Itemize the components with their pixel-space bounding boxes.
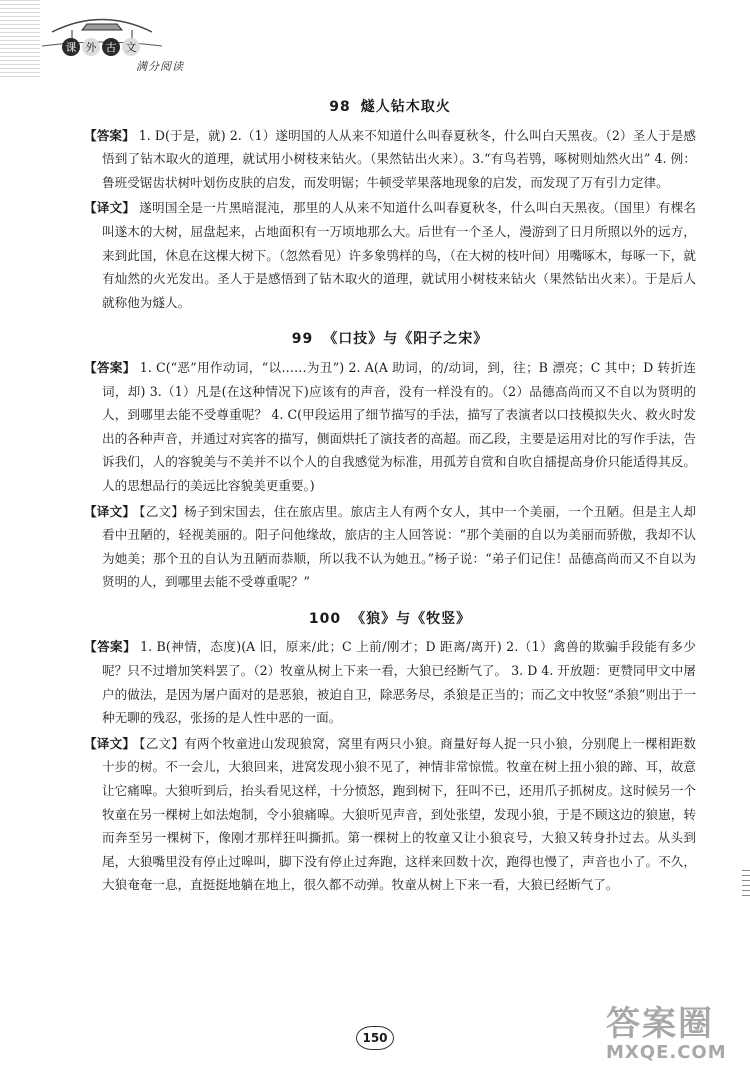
paragraph-text: 1. B(神情，态度)(A 旧，原来/此；C 上前/刚才；D 距离/离开) 2.（1）禽兽的欺骗手段能有多少呢？只不过增加笑料罢了。（2）牧童从树上下来一看，大狼已经断气了。 3. D 4. 开放题：更赞同甲文中屠户的做法，是因为屠户面对的是恶狼，被迫自卫，除恶务尽，杀狼是正当的；而乙文中牧竖“杀狼”则出于一种无聊的残忍，张扬的是人性中恶的一面。 <box>102 639 696 726</box>
watermark-line: MXQE.COM <box>606 1042 727 1063</box>
paragraph-text: 【乙文】杨子到宋国去，住在旅店里。旅店主人有两个女人，其中一个美丽，一个丑陋。但是主人却看中丑陋的，轻视美丽的。阳子问他缘故，旅店的主人回答说：“那个美丽的自以为美丽而骄傲，我却不认为她美；那个丑的自认为丑陋而恭顺，所以我不认为她丑。”杨子说：“弟子们记住！品德高尚而又不自以为贤明的人，到哪里去能不受尊重呢？” <box>102 503 697 590</box>
section-heading: 《口技》与《阳子之宋》 <box>323 331 489 348</box>
watermark-line: 答案圈 <box>606 1004 714 1044</box>
translation-paragraph <box>84 732 696 897</box>
section-number: 98 <box>329 99 351 115</box>
translation-paragraph <box>84 500 696 594</box>
series-badges <box>62 38 140 56</box>
page-number: 150 <box>356 1026 394 1050</box>
paragraph-text: 遂明国全是一片黑暗混沌，那里的人从来不知道什么叫春夏秋冬，什么叫白天黑夜。（国里）有棵名叫遂木的大树，屈盘起来，占地面积有一万顷地那么大。后世有一个圣人，漫游到了日月所照以外的远方，来到此国，休息在这棵大树下。（忽然看见）许多象鸮样的鸟，（在大树的枝叶间）用嘴啄木，每啄一下，就有灿然的火光发出。圣人于是感悟到了钻木取火的道理，就试用小树枝来钻火（果然钻出火来）。于是后人就称他为燧人。 <box>102 200 697 310</box>
section-title <box>84 608 696 632</box>
header-ruled-lines <box>0 0 40 80</box>
paragraph-tag: 【答案】 <box>84 639 137 655</box>
watermark-logo <box>606 1006 746 1072</box>
page-content <box>84 96 696 899</box>
section-number: 99 <box>291 331 314 348</box>
answer-paragraph <box>84 635 696 729</box>
badge-char: 外 <box>82 38 100 56</box>
edge-marks <box>742 870 750 900</box>
answer-paragraph <box>84 124 696 195</box>
section-heading: 《狼》与《牧竖》 <box>351 610 472 627</box>
header-decoration <box>0 0 230 80</box>
section-heading: 燧人钻木取火 <box>360 99 451 115</box>
badge-char: 文 <box>122 38 140 56</box>
section-title <box>84 96 696 120</box>
paragraph-text: 1. D(于是，就) 2.（1）遂明国的人从来不知道什么叫春夏秋冬，什么叫白天黑夜。（2）圣人于是感悟到了钻木取火的道理，就试用小树枝来钻火。（果然钻出火来）。3.“有鸟若鸮，啄树则灿然火出” 4. 例：鲁班受锯齿状树叶划伤皮肤的启发，而发明锯；牛顿受苹果落地现象的启发，而发现了万有引力定律。 <box>102 127 697 190</box>
badge-char: 古 <box>102 38 120 56</box>
badge-char: 课 <box>62 38 80 56</box>
paragraph-tag: 【答案】 <box>84 359 136 375</box>
paragraph-tag: 【答案】 <box>84 127 135 143</box>
paragraph-tag: 【译文】 <box>84 200 136 216</box>
paragraph-tag: 【译文】 <box>84 503 136 519</box>
paragraph-tag: 【译文】 <box>84 735 136 751</box>
section-title <box>84 328 696 352</box>
section-number: 100 <box>308 610 342 627</box>
paragraph-text: 【乙文】有两个牧童进山发现狼窝，窝里有两只小狼。商量好每人捉一只小狼，分别爬上一棵相距数十步的树。不一会儿，大狼回来，进窝发现小狼不见了，神情非常惊慌。牧童在树上扭小狼的蹄、耳，故意让它痛嗥。大狼听到后，抬头看见这样，十分愤怒，跑到树下，狂叫不已，还用爪子抓树皮。这时候另一个牧童在另一棵树上如法炮制，令小狼痛嗥。大狼听见声音，到处张望，发现小狼，于是不顾这边的狼崽，转而奔至另一棵树下，像刚才那样狂叫撕抓。第一棵树上的牧童又让小狼哀号，大狼又转身扑过去。从头到尾，大狼嘴里没有停止过嗥叫，脚下没有停止过奔跑，这样来回数十次，跑得也慢了，声音也小了。不久，大狼奄奄一息，直挺挺地躺在地上，很久都不动弹。牧童从树上下来一看，大狼已经断气了。 <box>102 735 697 893</box>
translation-paragraph <box>84 196 696 314</box>
answer-paragraph <box>84 356 696 498</box>
series-title: 满分阅读 <box>136 60 184 73</box>
paragraph-text: 1. C(“恶”用作动词，“以……为丑”) 2. A(A 助词，的/动词，到，往；B 漂亮；C 其中；D 转折连词，却) 3.（1）凡是(在这种情况下)应该有的声音，没有一样没有的。（2）品德高尚而又不自以为贤明的人，到哪里去能不受尊重呢？ 4. C(甲段运用了细节描写的手法，描写了表演者以口技模拟失火、救火时发出的各种声音，并通过对宾客的描写，侧面烘托了演技者的高超。而乙段，主要是运用对比的写作手法，告诉我们，人的容貌美与不美并不以个人的自我感觉为标准，用孤芳自赏和自吹自擂提高身价只能适得其反。人的思想品行的美远比容貌美更重要。) <box>102 359 696 493</box>
